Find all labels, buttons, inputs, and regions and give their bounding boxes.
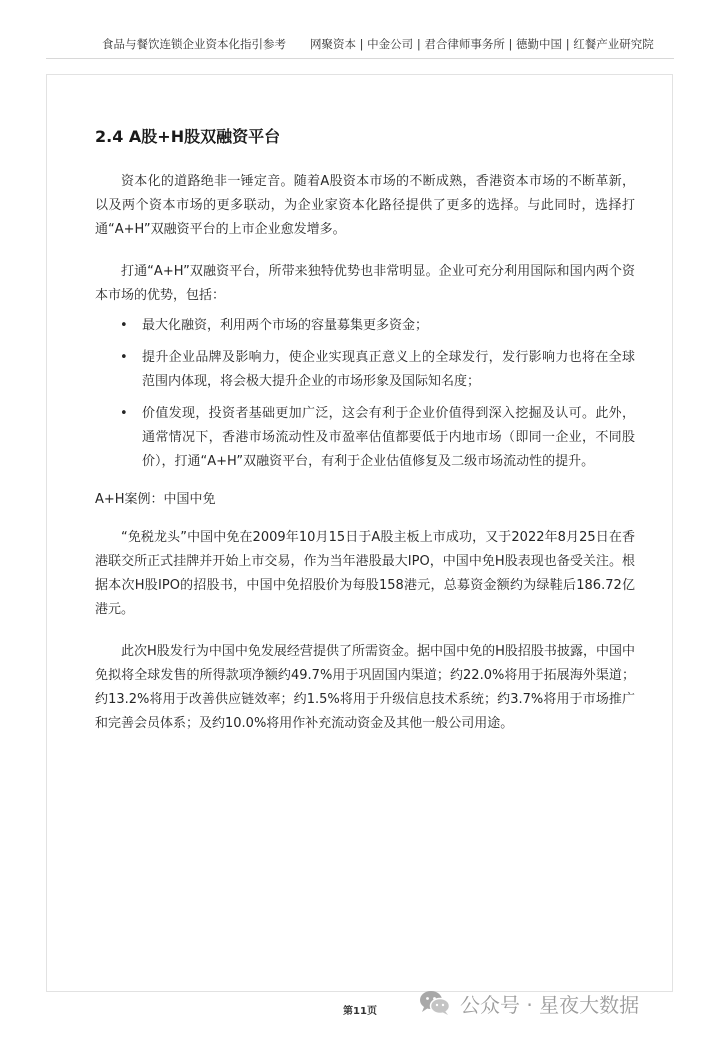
page-header — [0, 36, 720, 54]
wechat-icon — [418, 989, 452, 1017]
list-item-text: 最大化融资，利用两个市场的容量募集更多资金； — [142, 318, 429, 333]
paragraph-case-listing: “免税龙头”中国中免在2009年10月15日于A股主板上市成功，又于2022年8月25日在香港联交所正式挂牌并开始上市交易，作为当年港股最大IPO，中国中免H股表现也备受关注。根据本次H股IPO的招股书，中国中免招股价为每股158港元，总募资金额约为绿鞋后186.72亿港元。 — [95, 530, 635, 617]
list-item — [120, 402, 635, 474]
header-divider — [46, 58, 674, 59]
case-label: A+H案例：中国中免 — [95, 492, 216, 507]
list-item-text: 价值发现，投资者基础更加广泛，这会有利于企业价值得到深入挖掘及认可。此外，通常情况下，香港市场流动性及市盈率估值都要低于内地市场（即同一企业，不同股价），打通“A+H”双融资平台，有利于企业估值修复及二级市场流动性的提升。 — [142, 406, 635, 469]
bullet-icon: • — [120, 406, 128, 421]
bullet-icon: • — [120, 350, 128, 365]
watermark — [418, 986, 639, 1020]
header-document-title: 食品与餐饮连锁企业资本化指引参考 — [102, 37, 286, 51]
header-authors: 网聚资本 | 中金公司 | 君合律师事务所 | 德勤中国 | 红餐产业研究院 — [310, 37, 654, 51]
paragraph-case-proceeds: 此次H股发行为中国中免发展经营提供了所需资金。据中国中免的H股招股书披露，中国中免拟将全球发售的所得款项净额约49.7%用于巩固国内渠道；约22.0%将用于拓展海外渠道；约13.2%将用于改善供应链效率；约1.5%将用于升级信息技术系统；约3.7%将用于市场推广和完善会员体系；及约10.0%将用作补充流动资金及其他一般公司用途。 — [95, 644, 635, 731]
section-title: 2.4 A股+H股双融资平台 — [95, 127, 281, 146]
paragraph-advantages: 打通“A+H”双融资平台，所带来独特优势也非常明显。企业可充分利用国际和国内两个资本市场的优势，包括： — [95, 264, 635, 303]
bullet-icon: • — [120, 318, 128, 333]
paragraph-intro: 资本化的道路绝非一锤定音。随着A股资本市场的不断成熟，香港资本市场的不断革新，以及两个资本市场的更多联动，为企业家资本化路径提供了更多的选择。与此同时，选择打通“A+H”双融资平台的上市企业愈发增多。 — [95, 174, 635, 237]
list-item — [120, 314, 635, 338]
page-number: 第11页 — [343, 1006, 377, 1017]
list-item-text: 提升企业品牌及影响力，使企业实现真正意义上的全球发行，发行影响力也将在全球范围内体现，将会极大提升企业的市场形象及国际知名度； — [142, 350, 635, 389]
list-item — [120, 346, 635, 394]
watermark-text: 公众号 · 星夜大数据 — [460, 992, 640, 1017]
